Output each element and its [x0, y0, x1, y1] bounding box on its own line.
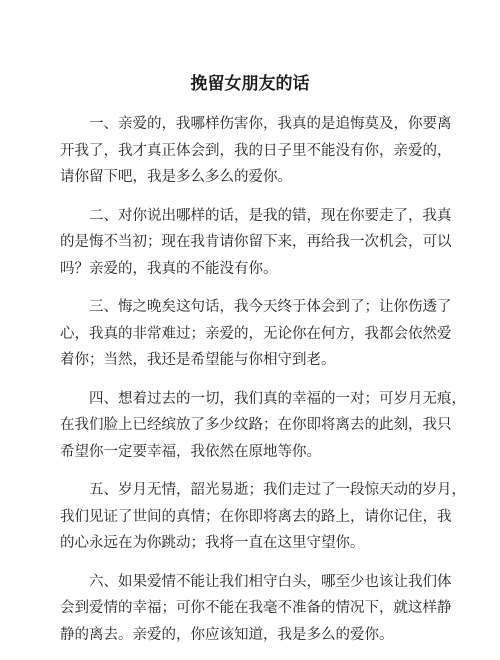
paragraph-line: 在我们脸上已经缤放了多少纹路；在你即将离去的此刻，我只: [60, 417, 452, 433]
paragraph-line: 五、岁月无情，韶光易逝；我们走过了一段惊天动的岁月，: [89, 482, 466, 498]
paragraph-3: [60, 294, 452, 374]
paragraph-1: [60, 111, 452, 191]
paragraph-line: 着你；当然，我还是希望能与你相守到老。: [60, 352, 336, 368]
paragraph-6: [60, 569, 452, 649]
paragraph-line: 静的离去。亲爱的，你应该知道，我是多么的爱你。: [60, 626, 394, 643]
paragraph-line: 我们见证了世间的真情；在你即将离去的路上，请你记住，我: [60, 508, 452, 525]
paragraph-line: 开我了，我才真正体会到，我的日子里不能没有你，亲爱的，: [60, 142, 452, 159]
paragraph-4: [60, 386, 466, 466]
paragraph-5: [60, 477, 466, 557]
paragraph-line: 吗？亲爱的，我真的不能没有你。: [60, 260, 278, 277]
paragraph-line: 希望你一定要幸福，我依然在原地等你。: [60, 443, 321, 460]
paragraph-line: 一、亲爱的，我哪样伤害你，我真的是追悔莫及，你要离: [89, 116, 452, 132]
paragraph-line: 会到爱情的幸福；可你不能在我毫不准备的情况下，就这样静: [60, 600, 452, 616]
paragraph-line: 三、悔之晚矣这句话，我今天终于体会到了；让你伤透了: [89, 299, 452, 315]
document-title: 挽留女朋友的话: [190, 74, 310, 94]
paragraph-line: 四、想着过去的一切，我们真的幸福的一对；可岁月无痕，: [89, 390, 466, 407]
document-body: [60, 111, 466, 660]
paragraph-line: 请你留下吧，我是多么多么的爱你。: [60, 169, 292, 185]
paragraph-line: 的心永远在为你跳动；我将一直在这里守望你。: [60, 535, 365, 551]
paragraph-line: 的是悔不当初；现在我肯请你留下来，再给我一次机会，可以: [60, 234, 452, 250]
paragraph-line: 六、如果爱情不能让我们相守白头，哪至少也该让我们体: [89, 573, 452, 590]
paragraph-line: 心，我真的非常难过；亲爱的，无论你在何方，我都会依然爱: [60, 325, 452, 342]
paragraph-2: [60, 203, 452, 283]
paragraph-line: 二、对你说出哪样的话，是我的错，现在你要走了，我真: [89, 207, 452, 224]
